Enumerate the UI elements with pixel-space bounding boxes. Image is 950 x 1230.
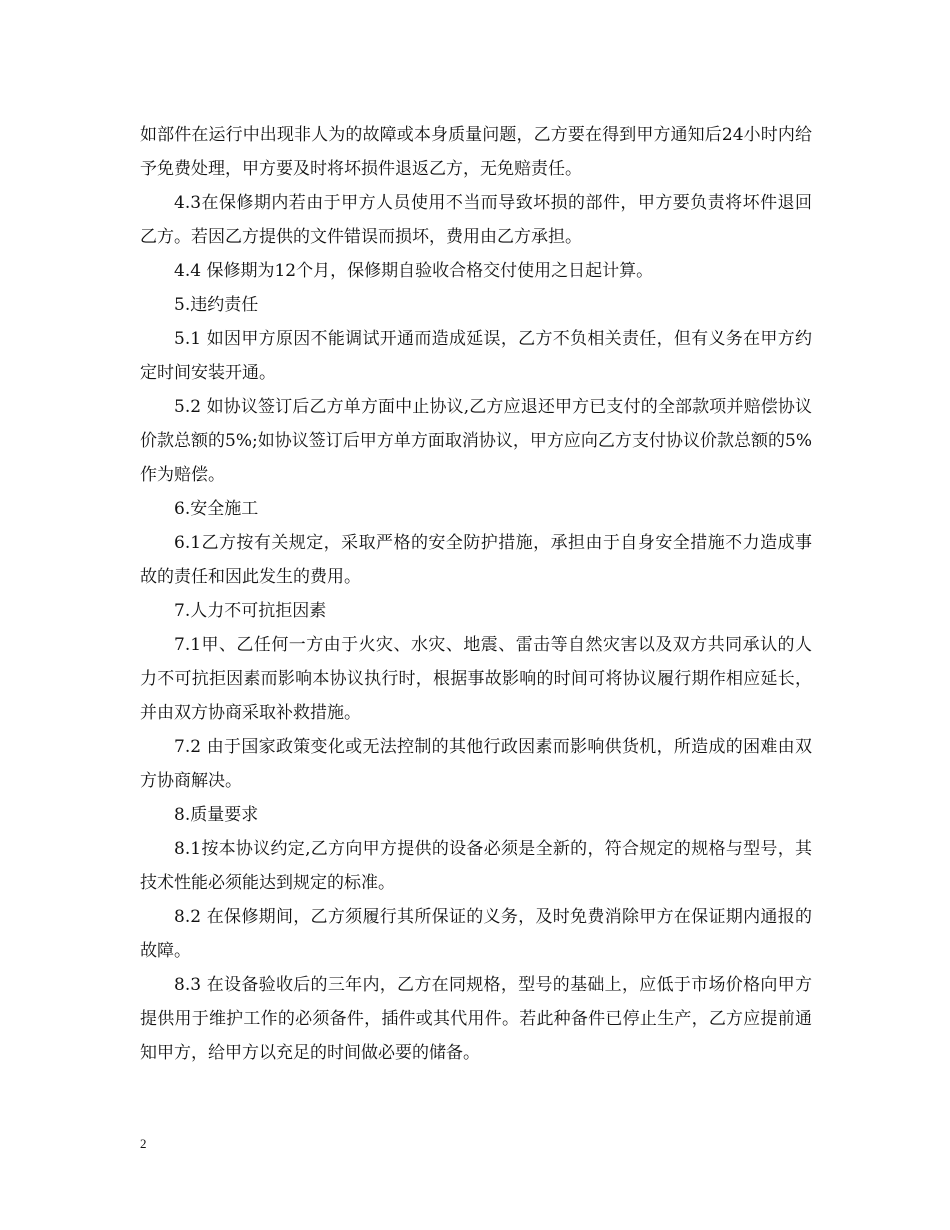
- paragraph-6-1: 6.1乙方按有关规定，采取严格的安全防护措施，承担由于自身安全措施不力造成事故的责任和因此发生的费用。: [140, 533, 812, 587]
- section-heading-8: 8.质量要求: [174, 805, 259, 825]
- paragraph-5-2: 5.2 如协议签订后乙方单方面中止协议,乙方应退还甲方已支付的全部款项并赔偿协议价款总额的5%;如协议签订后甲方单方面取消协议，甲方应向乙方支付协议价款总额的5%作为赔偿。: [140, 397, 812, 485]
- paragraph-4-4: 4.4 保修期为12个月，保修期自验收合格交付使用之日起计算。: [174, 261, 654, 281]
- paragraph-warranty-continuation: 如部件在运行中出现非人为的故障或本身质量问题，乙方要在得到甲方通知后24小时内给予免费处理，甲方要及时将坏损件退返乙方，无免赔责任。: [140, 125, 812, 179]
- paragraph-7-1: 7.1甲、乙任何一方由于火灾、水灾、地震、雷击等自然灾害以及双方共同承认的人力不可抗拒因素而影响本协议执行时，根据事故影响的时间可将协议履行期作相应延长，并由双方协商采取补救措施。: [140, 635, 812, 723]
- paragraph-7-2: 7.2 由于国家政策变化或无法控制的其他行政因素而影响供货机，所造成的困难由双方协商解决。: [140, 737, 812, 791]
- paragraph-5-1: 5.1 如因甲方原因不能调试开通而造成延误，乙方不负相关责任，但有义务在甲方约定时间安装开通。: [140, 329, 812, 383]
- paragraph-4-3: 4.3在保修期内若由于甲方人员使用不当而导致坏损的部件，甲方要负责将坏件退回乙方。若因乙方提供的文件错误而损坏，费用由乙方承担。: [140, 193, 812, 247]
- section-heading-6: 6.安全施工: [174, 499, 259, 519]
- paragraph-8-2: 8.2 在保修期间，乙方须履行其所保证的义务，及时免费消除甲方在保证期内通报的故障。: [140, 907, 812, 961]
- paragraph-8-1: 8.1按本协议约定,乙方向甲方提供的设备必须是全新的，符合规定的规格与型号，其技术性能必须能达到规定的标准。: [140, 839, 812, 893]
- section-heading-5: 5.违约责任: [174, 295, 259, 315]
- section-heading-7: 7.人力不可抗拒因素: [174, 601, 327, 621]
- document-body: [140, 118, 812, 1070]
- paragraph-8-3: 8.3 在设备验收后的三年内，乙方在同规格，型号的基础上，应低于市场价格向甲方提供用于维护工作的必须备件，插件或其代用件。若此种备件已停止生产，乙方应提前通知甲方，给甲方以充足的时间做必要的储备。: [140, 975, 812, 1063]
- page-number: 2: [140, 1136, 147, 1151]
